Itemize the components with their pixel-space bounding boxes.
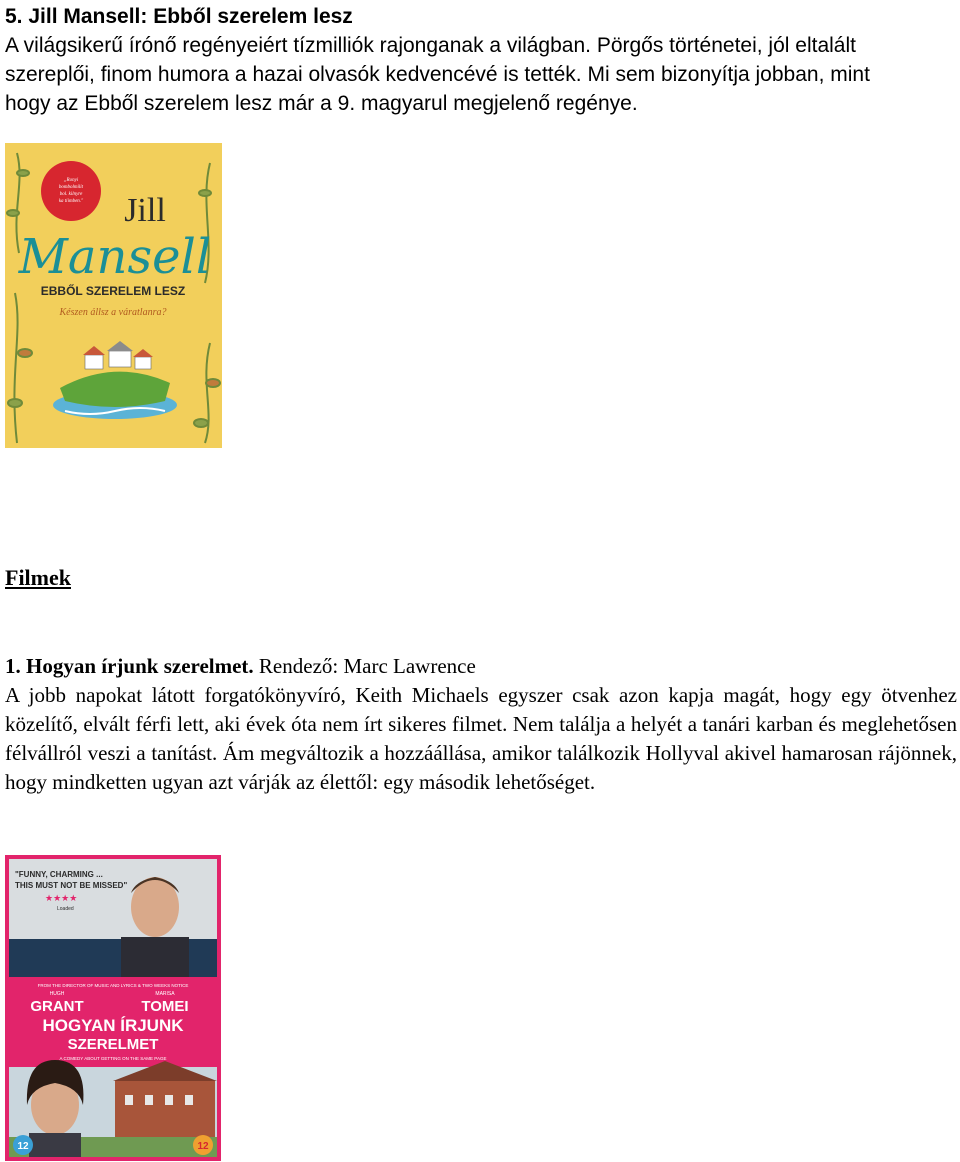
movie-poster-image xyxy=(5,855,221,1161)
movie-poster-illustration xyxy=(5,855,221,1161)
cover-author-first: Jill xyxy=(124,192,166,229)
poster-actor-2-first: MARISA xyxy=(155,991,175,997)
book-description-line-2: szereplői, finom humora a hazai olvasók kedvencévé is tették. Mi sem bizonyítja jobban, mint xyxy=(5,63,870,86)
svg-text:12: 12 xyxy=(197,1141,209,1152)
cover-tagline: Készen állsz a váratlanra? xyxy=(59,307,167,318)
poster-subtitle: A COMEDY ABOUT GETTING ON THE SAME PAGE xyxy=(59,1056,167,1061)
poster-stars: ★★★★ xyxy=(45,894,78,904)
svg-text:„Ronyi: „Ronyi xyxy=(63,178,79,183)
book-heading: 5. Jill Mansell: Ebből szerelem lesz xyxy=(5,5,353,28)
poster-quote-1: "FUNNY, CHARMING ... xyxy=(15,870,103,879)
poster-from-line: FROM THE DIRECTOR OF MUSIC AND LYRICS & TWO WEEKS NOTICE xyxy=(37,983,189,988)
poster-title-1: HOGYAN ÍRJUNK xyxy=(42,1016,184,1035)
poster-actor-1-first: HUGH xyxy=(49,991,65,997)
film-1-director: Rendező: Marc Lawrence xyxy=(253,654,476,678)
quote-badge xyxy=(41,161,101,221)
films-heading: Filmek xyxy=(5,565,71,590)
poster-building xyxy=(115,1081,215,1141)
svg-text:ka tiimben.": ka tiimben." xyxy=(58,199,84,204)
svg-text:12: 12 xyxy=(17,1141,29,1152)
svg-text:bombolmilit: bombolmilit xyxy=(58,185,84,190)
cover-title: EBBŐL SZERELEM LESZ xyxy=(40,284,186,298)
poster-quote-2: THIS MUST NOT BE MISSED" xyxy=(15,881,128,890)
poster-quote-source: Loaded xyxy=(57,906,74,912)
cover-author-last: Mansell xyxy=(18,229,212,285)
poster-actor-2-last: TOMEI xyxy=(141,998,189,1015)
svg-text:bol. kilnyre: bol. kilnyre xyxy=(59,192,83,197)
book-cover-illustration xyxy=(5,143,222,448)
book-description-line-3: hogy az Ebből szerelem lesz már a 9. magyarul megjelenő regénye. xyxy=(5,92,638,115)
film-1-title: 1. Hogyan írjunk szerelmet. xyxy=(5,654,254,678)
book-description-line-1: A világsikerű írónő regényeiért tízmilliók rajonganak a világban. Pörgős történetei, jól eltalált xyxy=(5,34,856,57)
film-1-description: A jobb napokat látott forgatókönyvíró, Keith Michaels egyszer csak azon kapja magát, hogy egy ötvenhez közelítő, elvált férfi lett, aki évek óta nem írt sikeres filmet. Nem találja a helyét a tanári karban és meglehetősen félvállról veszi a tanítást. Ám megváltozik a hozzáállása, amikor találkozik Hollyval akivel hamarosan rájönnek, hogy mindketten ugyan azt várják az élettől: egy második lehetőséget. xyxy=(5,683,957,794)
poster-title-2: SZERELMET xyxy=(67,1036,159,1053)
poster-actor-1-last: GRANT xyxy=(30,998,84,1015)
book-cover-image xyxy=(5,143,222,448)
film-1-title-line xyxy=(5,652,476,681)
